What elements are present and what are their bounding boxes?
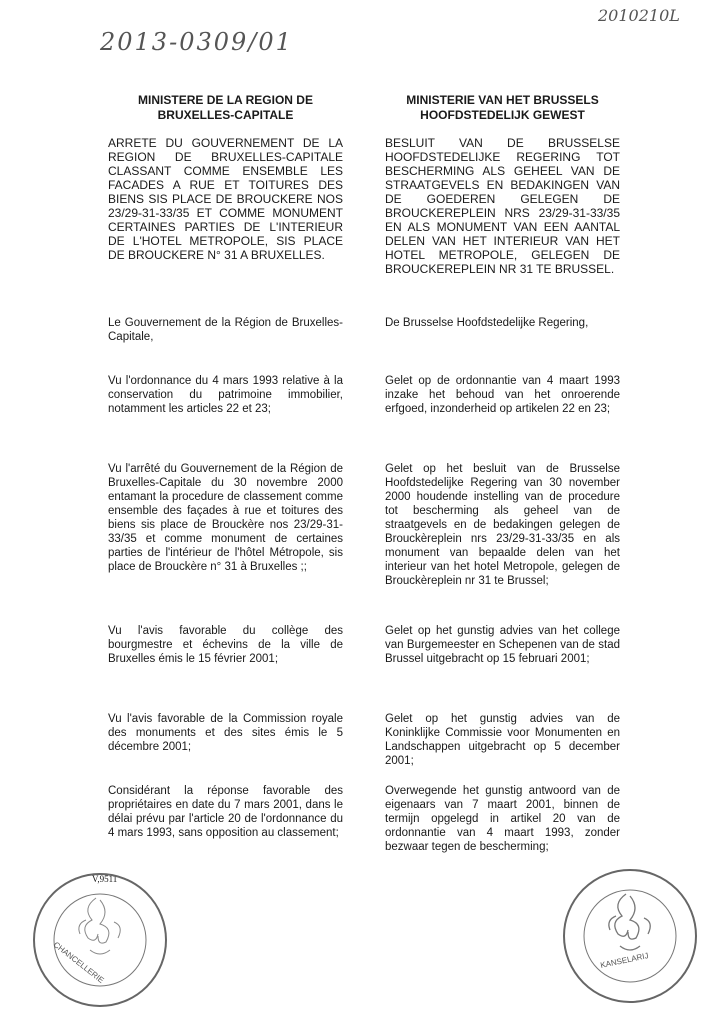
french-paragraph-6: Considérant la réponse favorable des propriétaires en date du 7 mars 2001, dans le délai prévu par l'article 20 de l'ordonnance du 4 mars 1993, sans opposition au classement; (108, 785, 343, 839)
french-paragraph-3: Vu l'arrêté du Gouvernement de la Région de Bruxelles-Capitale du 30 novembre 2000 entamant la procedure de classement comme ensemble des façades à rue et toitures des biens sis place de Brouckère nos 23/29-31-33/35 et comme monument de certaines parties de l'intérieur de l'hôtel Métropole, sis place de Brouckère n° 31 à Bruxelles ;; (108, 463, 343, 573)
french-decree-title: ARRETE DU GOUVERNEMENT DE LA REGION DE BRUXELLES-CAPITALE CLASSANT COMME ENSEMBLE LES FACADES A RUE ET TOITURES DES BIENS SIS PLACE DE BROUCKERE NOS 23/29-31-33/35 ET COMME MONUMENT CERTAINES PARTIES DE L'INTERIEUR DE L'HOTEL METROPOLE, SIS PLACE DE BROUCKERE N° 31 A BRUXELLES. (108, 136, 343, 262)
dutch-paragraph-2: Gelet op de ordonnantie van 4 maart 1993 inzake het behoud van het onroerende erfgoed, inzonderheid op artikelen 22 en 23; (385, 375, 620, 415)
kanselarij-seal (560, 866, 700, 1006)
kanselarij-seal-label: KANSELARIJ (599, 951, 650, 970)
handwritten-reference-corner: 2010210L (598, 6, 680, 25)
dutch-paragraph-4: Gelet op het gunstig advies van het college van Burgemeester en Schepenen van de stad Brussel uitgebracht op 15 februari 2001; (385, 625, 620, 665)
chancellerie-seal-label: CHANCELLERIE (51, 940, 106, 985)
chancellerie-seal (30, 870, 170, 1010)
handwritten-reference: 2013-0309/01 (100, 28, 293, 56)
seal-emblem-icon (560, 866, 700, 1006)
dutch-decree-title: BESLUIT VAN DE BRUSSELSE HOOFDSTEDELIJKE REGERING TOT BESCHERMING ALS GEHEEL VAN DE STRAATGEVELS EN BEDAKINGEN VAN DE GOEDEREN GELEGEN DE BROUCKEREPLEIN NRS 23/29-31-33/35 EN ALS MONUMENT VAN EEN AANTAL DELEN VAN HET INTERIEUR VAN HET HOTEL METROPOLE, GELEGEN DE BROUCKEREPLEIN NR 31 TE BRUSSEL. (385, 136, 620, 276)
dutch-paragraph-1: De Brusselse Hoofdstedelijke Regering, (385, 317, 589, 329)
dutch-paragraph-5: Gelet op het gunstig advies van de Koninklijke Commissie voor Monumenten en Landschappen uitgebracht op 5 december 2001; (385, 713, 620, 767)
dutch-paragraph-6: Overwegende het gunstig antwoord van de eigenaars van 7 maart 2001, binnen de termijn opgelegd in artikel 20 van de ordonnantie van 4 maart 1993, zonder bezwaar tegen de bescherming; (385, 785, 620, 853)
stamp-reference-number: V,9511 (92, 874, 118, 884)
dutch-paragraph-3: Gelet op het besluit van de Brusselse Hoofdstedelijke Regering van 30 november 2000 houdende instelling van de procedure tot bescherming als geheel van de straatgevels en de bedakingen gelegen de Brouckèreplein nrs 23/29-31-33/35 en als monument van bepaalde delen van het interieur van het hotel Metropole, gelegen de Brouckèreplein nr 31 te Brussel; (385, 463, 620, 587)
french-paragraph-1: Le Gouvernement de la Région de Bruxelles-Capitale, (108, 317, 343, 343)
french-paragraph-4: Vu l'avis favorable du collège des bourgmestre et échevins de la ville de Bruxelles émis le 15 février 2001; (108, 625, 343, 665)
dutch-ministry-header: MINISTERIE VAN HET BRUSSELS HOOFDSTEDELIJK GEWEST (406, 93, 599, 122)
french-paragraph-2: Vu l'ordonnance du 4 mars 1993 relative à la conservation du patrimoine immobilier, notamment les articles 22 et 23; (108, 375, 343, 415)
french-ministry-header: MINISTERE DE LA REGION DE BRUXELLES-CAPITALE (138, 93, 313, 122)
french-paragraph-5: Vu l'avis favorable de la Commission royale des monuments et des sites émis le 5 décembre 2001; (108, 713, 343, 753)
seal-emblem-icon (30, 870, 170, 1010)
